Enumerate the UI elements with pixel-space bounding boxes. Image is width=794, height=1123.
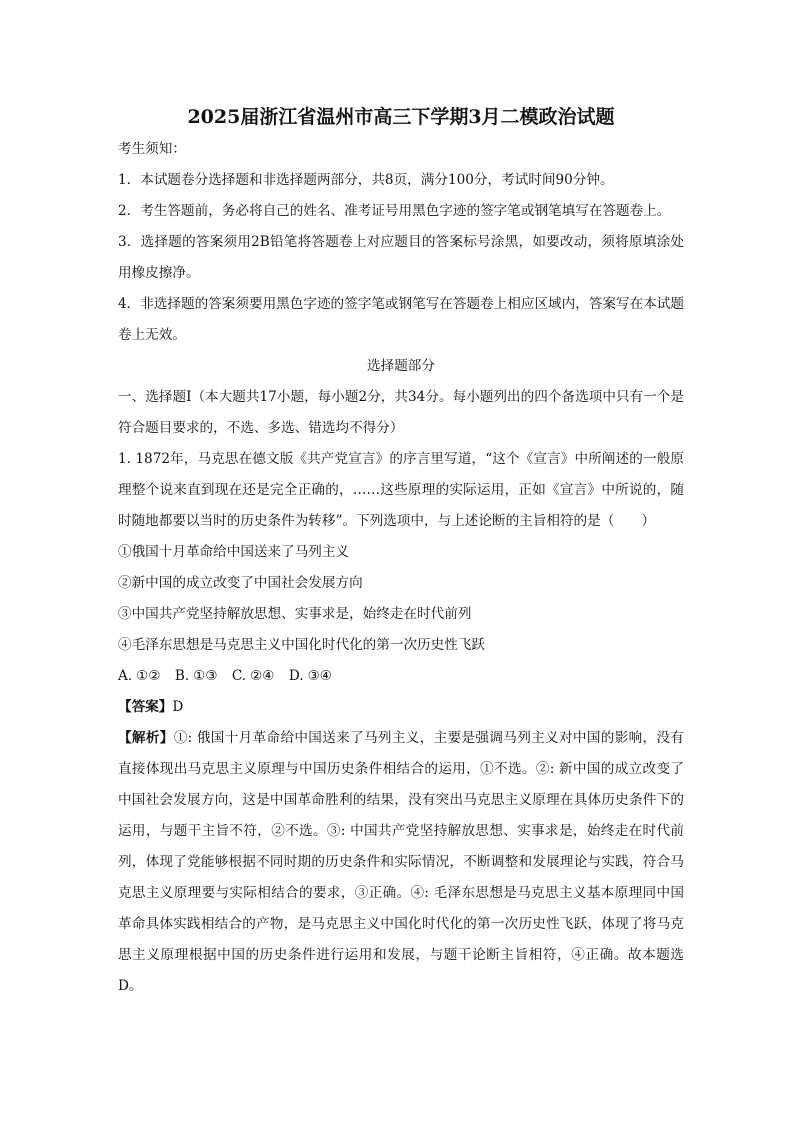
- option-c-text: ②④: [250, 668, 275, 684]
- option-d-text: ③④: [307, 668, 332, 684]
- option-c-label: C.: [231, 668, 247, 684]
- option-b-text: ①③: [193, 668, 218, 684]
- answer-options: [118, 661, 684, 692]
- section-title: 选择题部分: [367, 358, 435, 374]
- analysis-paragraph: [118, 723, 684, 1002]
- question-stem: 1. 1872年，马克思在德文版《共产党宣言》的序言里写道，“这个《宣言》中所阐述的一般原理整个说来直到现在还是完全正确的，……这些原理的实际运用，正如《宣言》中所说的，随时随地都要以当时的历史条件为转移”。下列选项中，与上述论断的主旨相符的是（ ）: [118, 451, 684, 529]
- statement-4: ④毛泽东思想是马克思主义中国化时代化的第一次历史性飞跃: [118, 637, 486, 653]
- answer-label: 【答案】: [118, 699, 173, 715]
- option-d-label: D.: [288, 668, 304, 684]
- statement-3: ③中国共产党坚持解放思想、实事求是，始终走在时代前列: [118, 606, 472, 622]
- analysis-label: 【解析】: [118, 730, 174, 746]
- answer-value: D: [172, 699, 184, 715]
- statement-1: ①俄国十月革命给中国送来了马列主义: [118, 544, 350, 560]
- answer-line: [118, 692, 684, 723]
- notice-heading: 考生须知：: [118, 141, 186, 157]
- notice-item-4: 4．非选择题的答案须要用黑色字迹的签字笔或钢笔写在答题卷上相应区域内，答案写在本试题卷上无效。: [118, 296, 684, 343]
- part-heading: 一、选择题Ⅰ（本大题共17小题，每小题2分，共34分。每小题列出的四个备选项中只有一个是符合题目要求的，不选、多选、错选均不得分）: [118, 389, 684, 436]
- option-a-label: A.: [118, 668, 133, 684]
- document-page: [118, 100, 684, 1002]
- notice-item-1: 1．本试题卷分选择题和非选择题两部分，共8页，满分100分，考试时间90分钟。: [118, 172, 614, 188]
- notice-item-2: 2．考生答题前，务必将自己的姓名、准考证号用黑色字迹的签字笔或钢笔填写在答题卷上。: [118, 203, 671, 219]
- statement-2: ②新中国的成立改变了中国社会发展方向: [118, 575, 363, 591]
- notice-item-3: 3．选择题的答案须用2B铅笔将答题卷上对应题目的答案标号涂黑，如要改动，须将原填涂处用橡皮擦净。: [118, 234, 684, 281]
- page-title: 2025届浙江省温州市高三下学期3月二模政治试题: [187, 106, 615, 128]
- analysis-text: ①: 俄国十月革命给中国送来了马列主义，主要是强调马列主义对中国的影响，没有直接体现出马克思主义原理与中国历史条件相结合的运用，①不选。②: 新中国的成立改变了中国社会发展方向，这是中国革命胜利的结果，没有突出马克思主义原理在具体历史条件下的运用，与题干主旨不符，②不选。③: 中国共产党坚持解放思想、实事求是，始终走在时代前列，体现了党能够根据不同时期的历史条件和实际情况，不断调整和发展理论与实践，符合马克思主义原理要与实际相结合的要求，③正确。④: 毛泽东思想是马克思主义基本原理同中国革命具体实践相结合的产物，是马克思主义中国化时代化的第一次历史性飞跃，体现了将马克思主义原理根据中国的历史条件进行运用和发展，与题干论断主旨相符，④正确。故本题选D。: [118, 730, 685, 994]
- option-a-text: ①②: [136, 668, 161, 684]
- option-b-label: B.: [174, 668, 190, 684]
